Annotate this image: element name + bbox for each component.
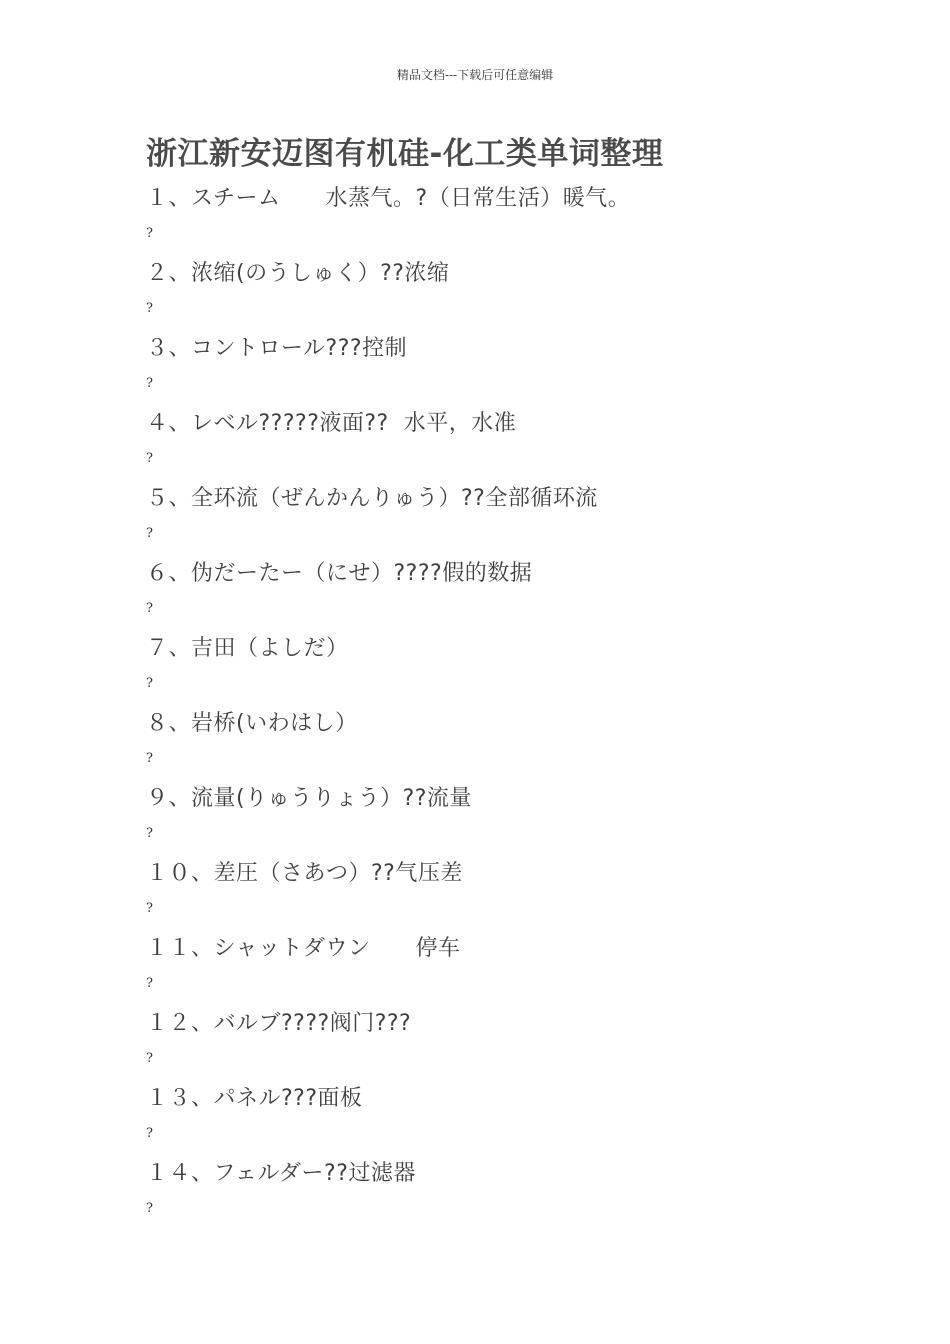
entry-marker: ? bbox=[146, 301, 153, 316]
entry-marker: ? bbox=[146, 526, 153, 541]
vocabulary-entry-13 bbox=[146, 1082, 906, 1157]
entry-text: １２、バルブ????阀门??? bbox=[146, 1011, 412, 1036]
vocabulary-entry-8 bbox=[146, 707, 906, 782]
vocabulary-entry-12 bbox=[146, 1007, 906, 1082]
entry-marker: ? bbox=[146, 826, 153, 841]
entry-marker: ? bbox=[146, 976, 153, 991]
vocabulary-list bbox=[146, 182, 906, 1232]
page-header: 精品文档---下载后可任意编辑 bbox=[396, 68, 554, 82]
vocabulary-entry-9 bbox=[146, 782, 906, 857]
vocabulary-entry-3 bbox=[146, 332, 906, 407]
entry-marker: ? bbox=[146, 451, 153, 466]
entry-text: ３、コントロール???控制 bbox=[146, 336, 408, 361]
entry-marker: ? bbox=[146, 1201, 153, 1216]
vocabulary-entry-4 bbox=[146, 407, 906, 482]
vocabulary-entry-10 bbox=[146, 857, 906, 932]
vocabulary-entry-14 bbox=[146, 1157, 906, 1232]
entry-text: ４、レベル?????液面?? 水平，水准 bbox=[146, 411, 517, 436]
vocabulary-entry-1 bbox=[146, 182, 906, 257]
entry-text: ６、伪だーたー（にせ）????假的数据 bbox=[146, 561, 533, 586]
entry-text: ７、吉田（よしだ） bbox=[146, 636, 349, 661]
vocabulary-entry-11 bbox=[146, 932, 906, 1007]
entry-marker: ? bbox=[146, 376, 153, 391]
entry-marker: ? bbox=[146, 226, 153, 241]
entry-text: １４、フェルダー??过滤器 bbox=[146, 1161, 416, 1186]
entry-marker: ? bbox=[146, 901, 153, 916]
entry-text: １１、シャットダウン 停车 bbox=[146, 936, 461, 961]
entry-marker: ? bbox=[146, 1051, 153, 1066]
vocabulary-entry-7 bbox=[146, 632, 906, 707]
entry-text: ９、流量(りゅうりょう）??流量 bbox=[146, 786, 472, 811]
document-title: 浙江新安迈图有机硅-化工类单词整理 bbox=[146, 136, 664, 172]
entry-text: ８、岩桥(いわはし） bbox=[146, 711, 358, 736]
entry-marker: ? bbox=[146, 751, 153, 766]
entry-marker: ? bbox=[146, 676, 153, 691]
entry-text: １３、パネル???面板 bbox=[146, 1086, 363, 1111]
entry-text: １０、差圧（さあつ）??气压差 bbox=[146, 861, 463, 886]
entry-text: １、スチーム 水蒸气。?（日常生活）暖气。 bbox=[146, 186, 631, 211]
entry-marker: ? bbox=[146, 1126, 153, 1141]
entry-text: ５、全环流（ぜんかんりゅう）??全部循环流 bbox=[146, 486, 598, 511]
vocabulary-entry-5 bbox=[146, 482, 906, 557]
vocabulary-entry-2 bbox=[146, 257, 906, 332]
entry-marker: ? bbox=[146, 601, 153, 616]
vocabulary-entry-6 bbox=[146, 557, 906, 632]
entry-text: ２、浓缩(のうしゅく）??浓缩 bbox=[146, 261, 450, 286]
